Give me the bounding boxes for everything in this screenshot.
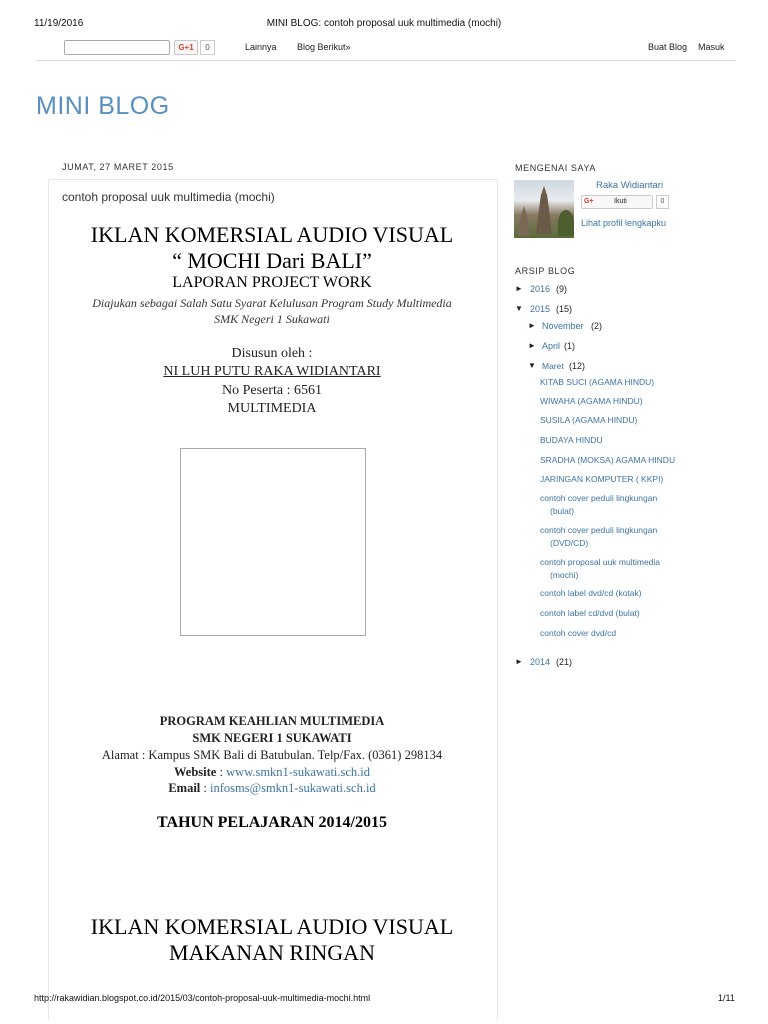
website-label: Website xyxy=(173,765,217,779)
doc-compiled-by: Disusun oleh : xyxy=(231,346,313,361)
archive-year-2014[interactable]: 2014 xyxy=(530,657,551,667)
doc-website-line xyxy=(48,765,496,780)
archive-post-line1: contoh cover peduli lingkungan xyxy=(540,525,658,535)
archive-post-link[interactable] xyxy=(540,524,730,550)
follow-button[interactable] xyxy=(581,195,653,209)
archive-post-link[interactable]: BUDAYA HINDU xyxy=(540,435,603,445)
archive-post-link[interactable] xyxy=(540,492,730,518)
archive-count: (9) xyxy=(556,284,567,294)
create-blog-link[interactable]: Buat Blog xyxy=(648,42,688,52)
doc-heading2-line2: MAKANAN RINGAN xyxy=(169,940,375,965)
doc-heading-line2: “ MOCHI Dari BALI” xyxy=(172,248,372,273)
doc-heading-line1: IKLAN KOMERSIAL AUDIO VISUAL xyxy=(90,222,454,247)
doc-address: Alamat : Kampus SMK Bali di Batubulan. Telp/Fax. (0361) 298134 xyxy=(101,748,443,762)
archive-post-link[interactable]: WIWAHA (AGAMA HINDU) xyxy=(540,396,643,406)
archive-heading: ARSIP BLOG xyxy=(515,266,576,276)
print-page-title: MINI BLOG: contoh proposal uuk multimedia (mochi) xyxy=(266,18,502,29)
view-profile-link[interactable]: Lihat profil lengkapku xyxy=(581,218,667,228)
archive-post-line2: (DVD/CD) xyxy=(550,538,589,548)
archive-count: (12) xyxy=(569,361,586,371)
archive-month-april[interactable]: April xyxy=(542,341,561,351)
doc-heading2-line1: IKLAN KOMERSIAL AUDIO VISUAL xyxy=(90,914,454,939)
archive-month-maret[interactable]: Maret xyxy=(542,361,564,371)
about-heading: MENGENAI SAYA xyxy=(515,163,596,173)
archive-post-line1: contoh proposal uuk multimedia xyxy=(540,557,661,567)
archive-count: (1) xyxy=(564,341,575,351)
doc-subtitle: LAPORAN PROJECT WORK xyxy=(172,274,372,291)
doc-italic-line1: Diajukan sebagai Salah Satu Syarat Kelulusan Program Study Multimedia xyxy=(92,296,452,310)
archive-year-2015[interactable]: 2015 xyxy=(530,304,551,314)
print-page-number: 1/11 xyxy=(718,993,735,1003)
collapse-arrow-icon[interactable]: ▼ xyxy=(515,304,523,313)
collapse-arrow-icon[interactable]: ▼ xyxy=(528,361,536,370)
blogger-navbar xyxy=(36,36,736,61)
archive-month-november[interactable]: November xyxy=(542,321,584,331)
doc-italic-line2: SMK Negeri 1 Sukawati xyxy=(214,312,330,326)
expand-arrow-icon[interactable]: ► xyxy=(528,321,536,330)
post-title: contoh proposal uuk multimedia (mochi) xyxy=(62,190,275,204)
expand-arrow-icon[interactable]: ► xyxy=(515,284,523,293)
email-sep: : xyxy=(200,781,210,795)
doc-program: PROGRAM KEAHLIAN MULTIMEDIA xyxy=(159,714,385,728)
archive-post-link[interactable]: contoh label dvd/cd (kotak) xyxy=(540,588,642,598)
expand-arrow-icon[interactable]: ► xyxy=(515,657,523,666)
more-link[interactable]: Lainnya xyxy=(245,42,277,52)
sign-in-link[interactable]: Masuk xyxy=(698,42,725,52)
email-link[interactable]: infosms@smkn1-sukawati.sch.id xyxy=(210,781,376,795)
doc-author: NI LUH PUTU RAKA WIDIANTARI xyxy=(163,364,381,379)
follow-label: Ikuti xyxy=(614,198,627,205)
profile-name-link[interactable]: Raka Widiantari xyxy=(596,180,664,191)
email-label: Email xyxy=(168,781,201,795)
archive-post-line1: contoh cover peduli lingkungan xyxy=(540,493,658,503)
archive-count: (15) xyxy=(556,304,573,314)
doc-school: SMK NEGERI 1 SUKAWATI xyxy=(192,731,352,745)
archive-post-line2: (bulat) xyxy=(550,506,575,516)
archive-post-link[interactable]: contoh label cd/dvd (bulat) xyxy=(540,608,640,618)
archive-year-2016[interactable]: 2016 xyxy=(530,284,551,294)
navbar-search-input[interactable] xyxy=(64,40,170,55)
profile-photo[interactable] xyxy=(514,180,574,238)
archive-count: (21) xyxy=(556,657,573,667)
print-date: 11/19/2016 xyxy=(34,18,84,29)
archive-post-link[interactable]: SRADHA (MOKSA) AGAMA HINDU xyxy=(540,455,676,465)
website-link[interactable]: www.smkn1-sukawati.sch.id xyxy=(226,765,371,779)
gplus-button[interactable]: G+1 xyxy=(174,40,198,55)
follow-count: 0 xyxy=(656,195,669,209)
archive-post-link[interactable] xyxy=(540,556,730,582)
website-sep: : xyxy=(216,765,227,779)
doc-major: MULTIMEDIA xyxy=(227,401,317,416)
archive-post-link[interactable]: KITAB SUCI (AGAMA HINDU) xyxy=(540,377,655,387)
print-url: http://rakawidian.blogspot.co.id/2015/03/contoh-proposal-uuk-multimedia-mochi.html xyxy=(34,993,371,1003)
archive-post-link[interactable]: contoh cover dvd/cd xyxy=(540,628,617,638)
doc-school-year: TAHUN PELAJARAN 2014/2015 xyxy=(157,814,387,831)
next-blog-link[interactable]: Blog Berikut» xyxy=(297,42,351,52)
doc-participant-no: No Peserta : 6561 xyxy=(222,383,322,398)
archive-post-line2: (mochi) xyxy=(550,570,579,580)
post-date: JUMAT, 27 MARET 2015 xyxy=(62,162,174,172)
archive-count: (2) xyxy=(591,321,602,331)
gplus-count: 0 xyxy=(200,40,215,55)
blog-title[interactable]: MINI BLOG xyxy=(36,92,170,120)
gplus-icon: G+ xyxy=(584,198,594,205)
archive-post-link[interactable]: JARINGAN KOMPUTER ( KKPI) xyxy=(540,474,664,484)
expand-arrow-icon[interactable]: ► xyxy=(528,341,536,350)
archive-post-link[interactable]: SUSILA (AGAMA HINDU) xyxy=(540,415,638,425)
doc-email-line xyxy=(48,781,496,796)
logo-image-placeholder xyxy=(180,448,366,636)
